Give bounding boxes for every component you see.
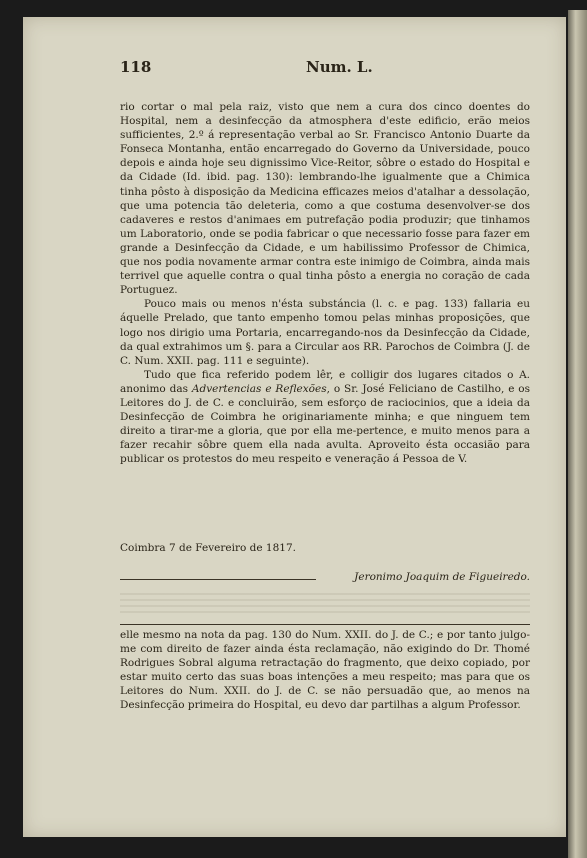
page-header	[120, 58, 530, 80]
bleed-through-text	[120, 593, 530, 617]
next-page-edge	[568, 10, 587, 858]
page-number: 118	[120, 58, 152, 76]
signature: Jeronimo Joaquim de Figueiredo.	[354, 571, 530, 583]
paragraph-3	[120, 368, 530, 467]
paragraph-3-start: Tudo que fica referido podem lêr, e colligir dos lugares citados o A. anonimo das	[120, 368, 530, 395]
paragraph-1: rio cortar o mal pela raiz, visto que nem a cura dos cinco doentes do Hospital, nem a desinfecção da atmosphera d'este edificio, erão meios sufficientes, 2.º á representação verbal ao Sr. Francisco Antonio Duarte da Fonseca Montanha, então encarregado do Governo da Universidade, pouco depois e ainda hoje seu dignissimo Vice-Reitor, sôbre o estado do Hospital e da Cidade (Id. ibid. pag. 130): lembrando-lhe igualmente que a Chimica tinha pôsto à disposição da Medicina efficazes meios d'atalhar a dessolação, que uma potencia tão deleteria, como a que costuma desenvolver-se dos cadaveres e restos d'animaes em putrefação podia produzir; que tinhamos um Laboratorio, onde se podia fabricar o que necessario fosse para fazer em grande a Desinfecção da Cidade, e um habilissimo Professor de Chimica, que nos podia novamente armar contra este inimigo de Coimbra, ainda mais terrivel que aquelle contra o qual tinha pôsto a energia no coração de cada Portuguez.	[120, 101, 530, 297]
signature-rule	[120, 579, 316, 580]
footnote: elle mesmo na nota da pag. 130 do Num. XXII. do J. de C.; e por tanto julgo-me com direito de fazer ainda ésta reclamação, não exigindo do Dr. Thomé Rodrigues Sobral alguma retractação do fragmento, que deixo copiado, por estar muito certo das suas boas intenções a meu respeito; mas para que os Leitores do Num. XXII. do J. de C. se não persuadão que, ao menos na Desinfecção primeira do Hospital, eu devo dar partilhas a algum Professor.	[120, 629, 530, 712]
footnote-divider	[120, 624, 530, 625]
paragraph-3-end: , o Sr. José Feliciano de Castilho, e os Leitores do J. de C. e concluirão, sem esforço de raciocinios, que a ideia da Desinfecção de Coimbra he originariamente minha; e que ninguem tem direito a tirar-me a gloria, que por ella me-pertence, e muito menos para a fazer recahir sôbre quem ella nada avulta. Aproveito ésta occasião para publicar os protestos do meu respeito e veneração á Pessoa de V.	[120, 382, 530, 466]
main-text	[120, 100, 530, 466]
issue-title: Num. L.	[306, 58, 373, 76]
cited-work-title: Advertencias e Reflexões	[191, 382, 327, 395]
place-date: Coimbra 7 de Fevereiro de 1817.	[120, 542, 296, 554]
signature-row	[120, 571, 530, 587]
paragraph-2: Pouco mais ou menos n'ésta substáncia (l. c. e pag. 133) fallaria eu áquelle Prelado, que tanto empenho tomou pelas minhas proposições, que logo nos dirigio uma Portaria, encarregando-nos da Desinfecção da Cidade, da qual extrahimos um §. para a Circular aos RR. Parochos de Coimbra (J. de C. Num. XXII. pag. 111 e seguinte).	[120, 298, 530, 367]
